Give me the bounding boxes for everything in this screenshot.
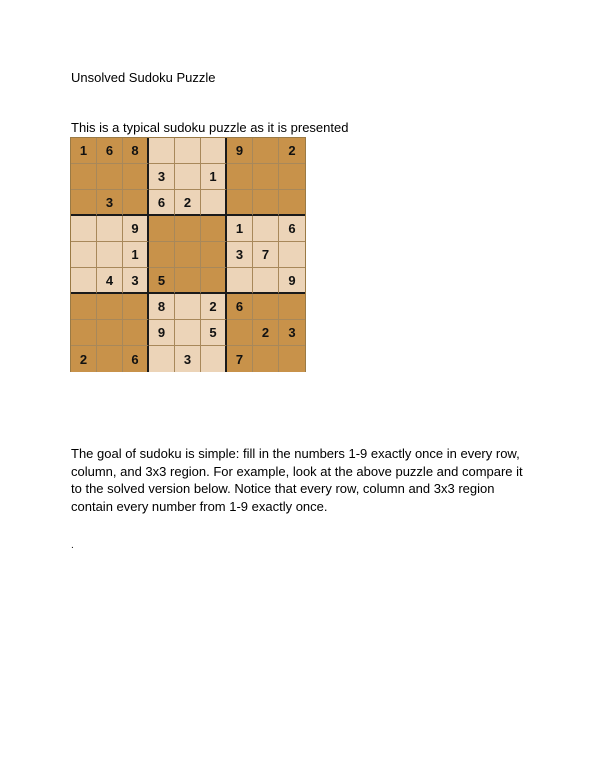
sudoku-cell: 6 xyxy=(123,346,149,372)
sudoku-cell xyxy=(149,346,175,372)
sudoku-cell xyxy=(175,268,201,294)
sudoku-cell xyxy=(175,320,201,346)
intro-text: This is a typical sudoku puzzle as it is presented xyxy=(71,120,349,135)
sudoku-cell xyxy=(71,294,97,320)
sudoku-cell: 9 xyxy=(123,216,149,242)
sudoku-cell xyxy=(71,242,97,268)
sudoku-cell xyxy=(71,320,97,346)
sudoku-cell xyxy=(97,294,123,320)
sudoku-cell xyxy=(71,164,97,190)
page-title: Unsolved Sudoku Puzzle xyxy=(71,70,216,85)
sudoku-cell: 3 xyxy=(279,320,305,346)
sudoku-cell xyxy=(123,294,149,320)
sudoku-cell xyxy=(279,294,305,320)
sudoku-cell xyxy=(175,216,201,242)
trailing-mark: . xyxy=(71,540,74,551)
sudoku-grid xyxy=(70,137,306,372)
sudoku-cell: 7 xyxy=(227,346,253,372)
sudoku-cell xyxy=(253,346,279,372)
sudoku-cell xyxy=(201,346,227,372)
sudoku-cell xyxy=(253,138,279,164)
sudoku-cell: 3 xyxy=(123,268,149,294)
sudoku-cell xyxy=(253,294,279,320)
sudoku-cell: 3 xyxy=(175,346,201,372)
sudoku-cell xyxy=(279,190,305,216)
sudoku-cell xyxy=(97,346,123,372)
sudoku-cell xyxy=(279,164,305,190)
sudoku-cell: 3 xyxy=(97,190,123,216)
sudoku-cell xyxy=(201,190,227,216)
sudoku-cell: 5 xyxy=(201,320,227,346)
sudoku-cell xyxy=(227,190,253,216)
sudoku-cell xyxy=(175,294,201,320)
sudoku-cell: 8 xyxy=(123,138,149,164)
sudoku-cell: 4 xyxy=(97,268,123,294)
sudoku-cell xyxy=(201,242,227,268)
sudoku-cell: 3 xyxy=(227,242,253,268)
sudoku-cell: 1 xyxy=(71,138,97,164)
sudoku-cell xyxy=(97,320,123,346)
sudoku-cell xyxy=(175,138,201,164)
sudoku-cell xyxy=(227,164,253,190)
sudoku-cell xyxy=(227,320,253,346)
sudoku-cell: 3 xyxy=(149,164,175,190)
sudoku-cell xyxy=(71,216,97,242)
sudoku-cell xyxy=(253,216,279,242)
sudoku-cell: 1 xyxy=(201,164,227,190)
sudoku-cell xyxy=(71,190,97,216)
sudoku-cell: 1 xyxy=(123,242,149,268)
sudoku-cell: 1 xyxy=(227,216,253,242)
sudoku-cell xyxy=(71,268,97,294)
explanation-line: to the solved version below. Notice that every row, column and 3x3 region xyxy=(71,481,495,496)
sudoku-cell xyxy=(253,164,279,190)
sudoku-cell xyxy=(97,242,123,268)
sudoku-cell: 9 xyxy=(227,138,253,164)
sudoku-cell: 2 xyxy=(279,138,305,164)
explanation-line: The goal of sudoku is simple: fill in the numbers 1-9 exactly once in every row, xyxy=(71,446,520,461)
sudoku-cell: 5 xyxy=(149,268,175,294)
sudoku-cell xyxy=(227,268,253,294)
sudoku-cell xyxy=(201,138,227,164)
sudoku-cell xyxy=(175,164,201,190)
sudoku-cell xyxy=(97,164,123,190)
sudoku-cell xyxy=(175,242,201,268)
sudoku-cell: 6 xyxy=(227,294,253,320)
sudoku-cell xyxy=(279,242,305,268)
sudoku-cell: 6 xyxy=(97,138,123,164)
sudoku-cell: 6 xyxy=(279,216,305,242)
sudoku-cell: 2 xyxy=(253,320,279,346)
sudoku-cell: 7 xyxy=(253,242,279,268)
explanation-line: column, and 3x3 region. For example, look at the above puzzle and compare it xyxy=(71,463,523,479)
explanation-line: contain every number from 1-9 exactly once. xyxy=(71,498,328,514)
sudoku-cell: 8 xyxy=(149,294,175,320)
explanation-paragraph xyxy=(71,445,541,515)
sudoku-cell: 9 xyxy=(279,268,305,294)
sudoku-cell xyxy=(97,216,123,242)
sudoku-cell: 2 xyxy=(71,346,97,372)
sudoku-cell xyxy=(149,216,175,242)
sudoku-cell xyxy=(123,320,149,346)
sudoku-cell xyxy=(253,268,279,294)
sudoku-cell xyxy=(123,190,149,216)
sudoku-cell: 2 xyxy=(175,190,201,216)
sudoku-cell xyxy=(149,242,175,268)
sudoku-cell xyxy=(253,190,279,216)
sudoku-cell: 9 xyxy=(149,320,175,346)
sudoku-cell xyxy=(201,216,227,242)
sudoku-cell xyxy=(123,164,149,190)
sudoku-cell: 2 xyxy=(201,294,227,320)
sudoku-cell xyxy=(201,268,227,294)
sudoku-cell xyxy=(149,138,175,164)
sudoku-cell: 6 xyxy=(149,190,175,216)
sudoku-cell xyxy=(279,346,305,372)
